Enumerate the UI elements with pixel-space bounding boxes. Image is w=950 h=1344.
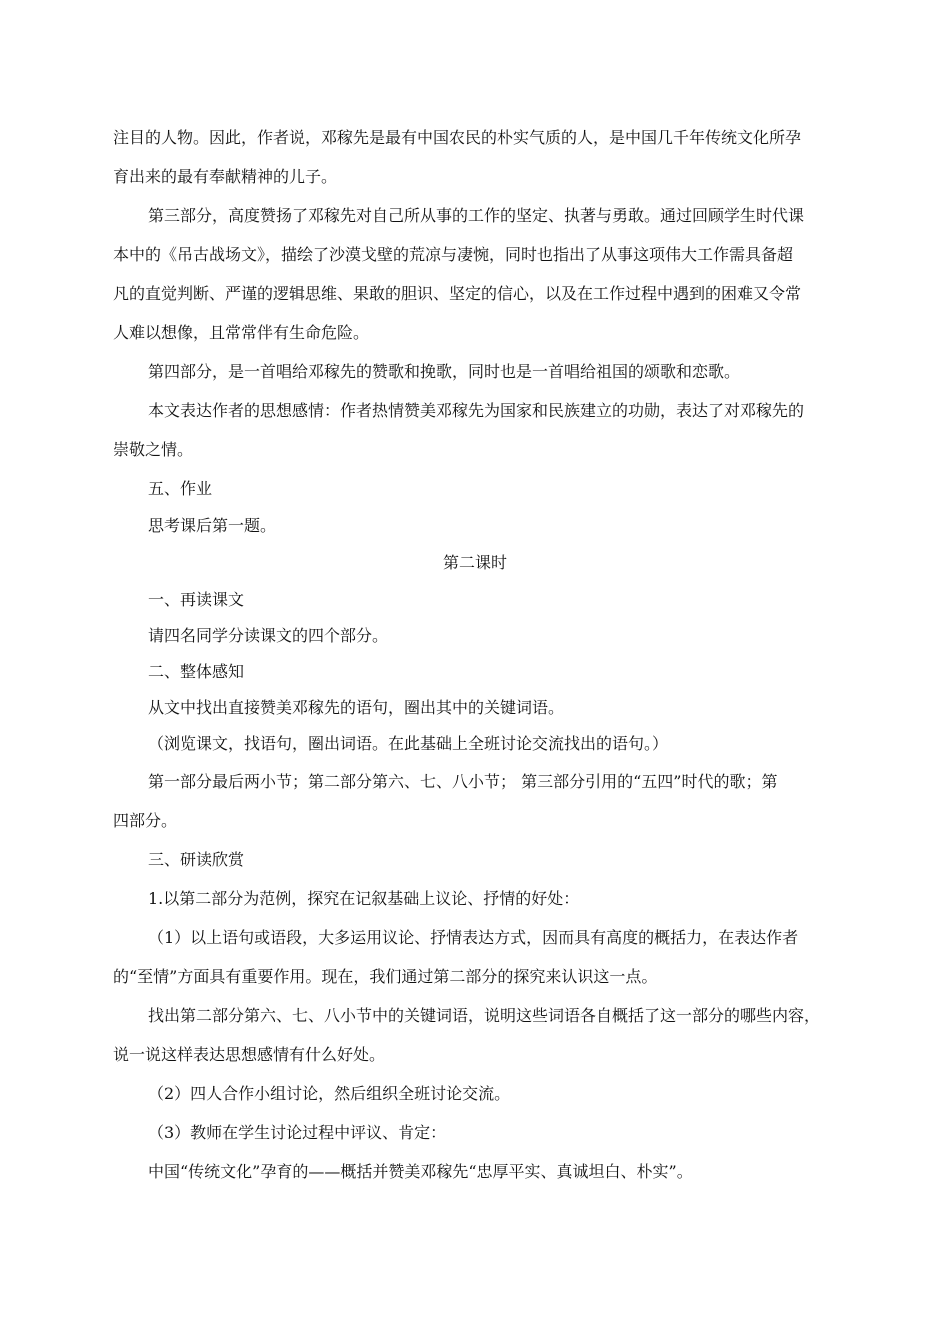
- paragraph-line: 1.以第二部分为范例，探究在记叙基础上议论、抒情的好处：: [148, 889, 580, 908]
- paragraph-line: 思考课后第一题。: [148, 516, 277, 535]
- paragraph-line: 崇敬之情。: [113, 440, 194, 459]
- paragraph-line: 本中的《吊古战场文》，描绘了沙漠戈壁的荒凉与凄惋，同时也指出了从事这项伟大工作需具备超: [113, 245, 794, 264]
- section-heading: 一、再读课文: [148, 590, 245, 609]
- paragraph-line: （3）教师在学生讨论过程中评议、肯定：: [148, 1123, 447, 1142]
- paragraph-line: 凡的直觉判断、严谨的逻辑思维、果敢的胆识、坚定的信心，以及在工作过程中遇到的困难又令常: [113, 284, 802, 303]
- paragraph-line: 的“至情”方面具有重要作用。现在，我们通过第二部分的探究来认识这一点。: [113, 967, 658, 986]
- section-heading: 五、作业: [148, 479, 213, 498]
- paragraph-line: 说一说这样表达思想感情有什么好处。: [113, 1045, 386, 1064]
- paragraph-line: 从文中找出直接赞美邓稼先的语句，圈出其中的关键词语。: [148, 698, 565, 717]
- paragraph-line: 四部分。: [113, 811, 178, 830]
- paragraph-line: 第四部分，是一首唱给邓稼先的赞歌和挽歌，同时也是一首唱给祖国的颂歌和恋歌。: [148, 362, 741, 381]
- paragraph-line: （浏览课文，找语句，圈出词语。在此基础上全班讨论交流找出的语句。）: [148, 734, 669, 753]
- document-body: [113, 118, 837, 1191]
- paragraph-line: 第一部分最后两小节；第二部分第六、七、八小节； 第三部分引用的“五四”时代的歌；第: [148, 772, 778, 791]
- paragraph-line: 找出第二部分第六、七、八小节中的关键词语，说明这些词语各自概括了这一部分的哪些内容，: [148, 1006, 821, 1025]
- paragraph-line: 请四名同学分读课文的四个部分。: [148, 626, 389, 645]
- paragraph-line: 注目的人物。因此，作者说，邓稼先是最有中国农民的朴实气质的人，是中国几千年传统文化所孕: [113, 128, 802, 147]
- paragraph-line: （2）四人合作小组讨论，然后组织全班讨论交流。: [148, 1084, 511, 1103]
- paragraph-line: 育出来的最有奉献精神的儿子。: [113, 167, 338, 186]
- paragraph-line: 人难以想像，且常常伴有生命危险。: [113, 323, 370, 342]
- paragraph-line: 本文表达作者的思想感情：作者热情赞美邓稼先为国家和民族建立的功勋，表达了对邓稼先的: [148, 401, 805, 420]
- section-heading: 二、整体感知: [148, 662, 245, 681]
- lesson-title: 第二课时: [442, 553, 507, 572]
- paragraph-line: 第三部分，高度赞扬了邓稼先对自己所从事的工作的坚定、执著与勇敢。通过回顾学生时代课: [148, 206, 805, 225]
- paragraph-line: （1）以上语句或语段，大多运用议论、抒情表达方式，因而具有高度的概括力，在表达作者: [148, 928, 799, 947]
- section-heading: 三、研读欣赏: [148, 850, 245, 869]
- paragraph-line: 中国“传统文化”孕育的——概括并赞美邓稼先“忠厚平实、真诚坦白、朴实”。: [148, 1162, 693, 1181]
